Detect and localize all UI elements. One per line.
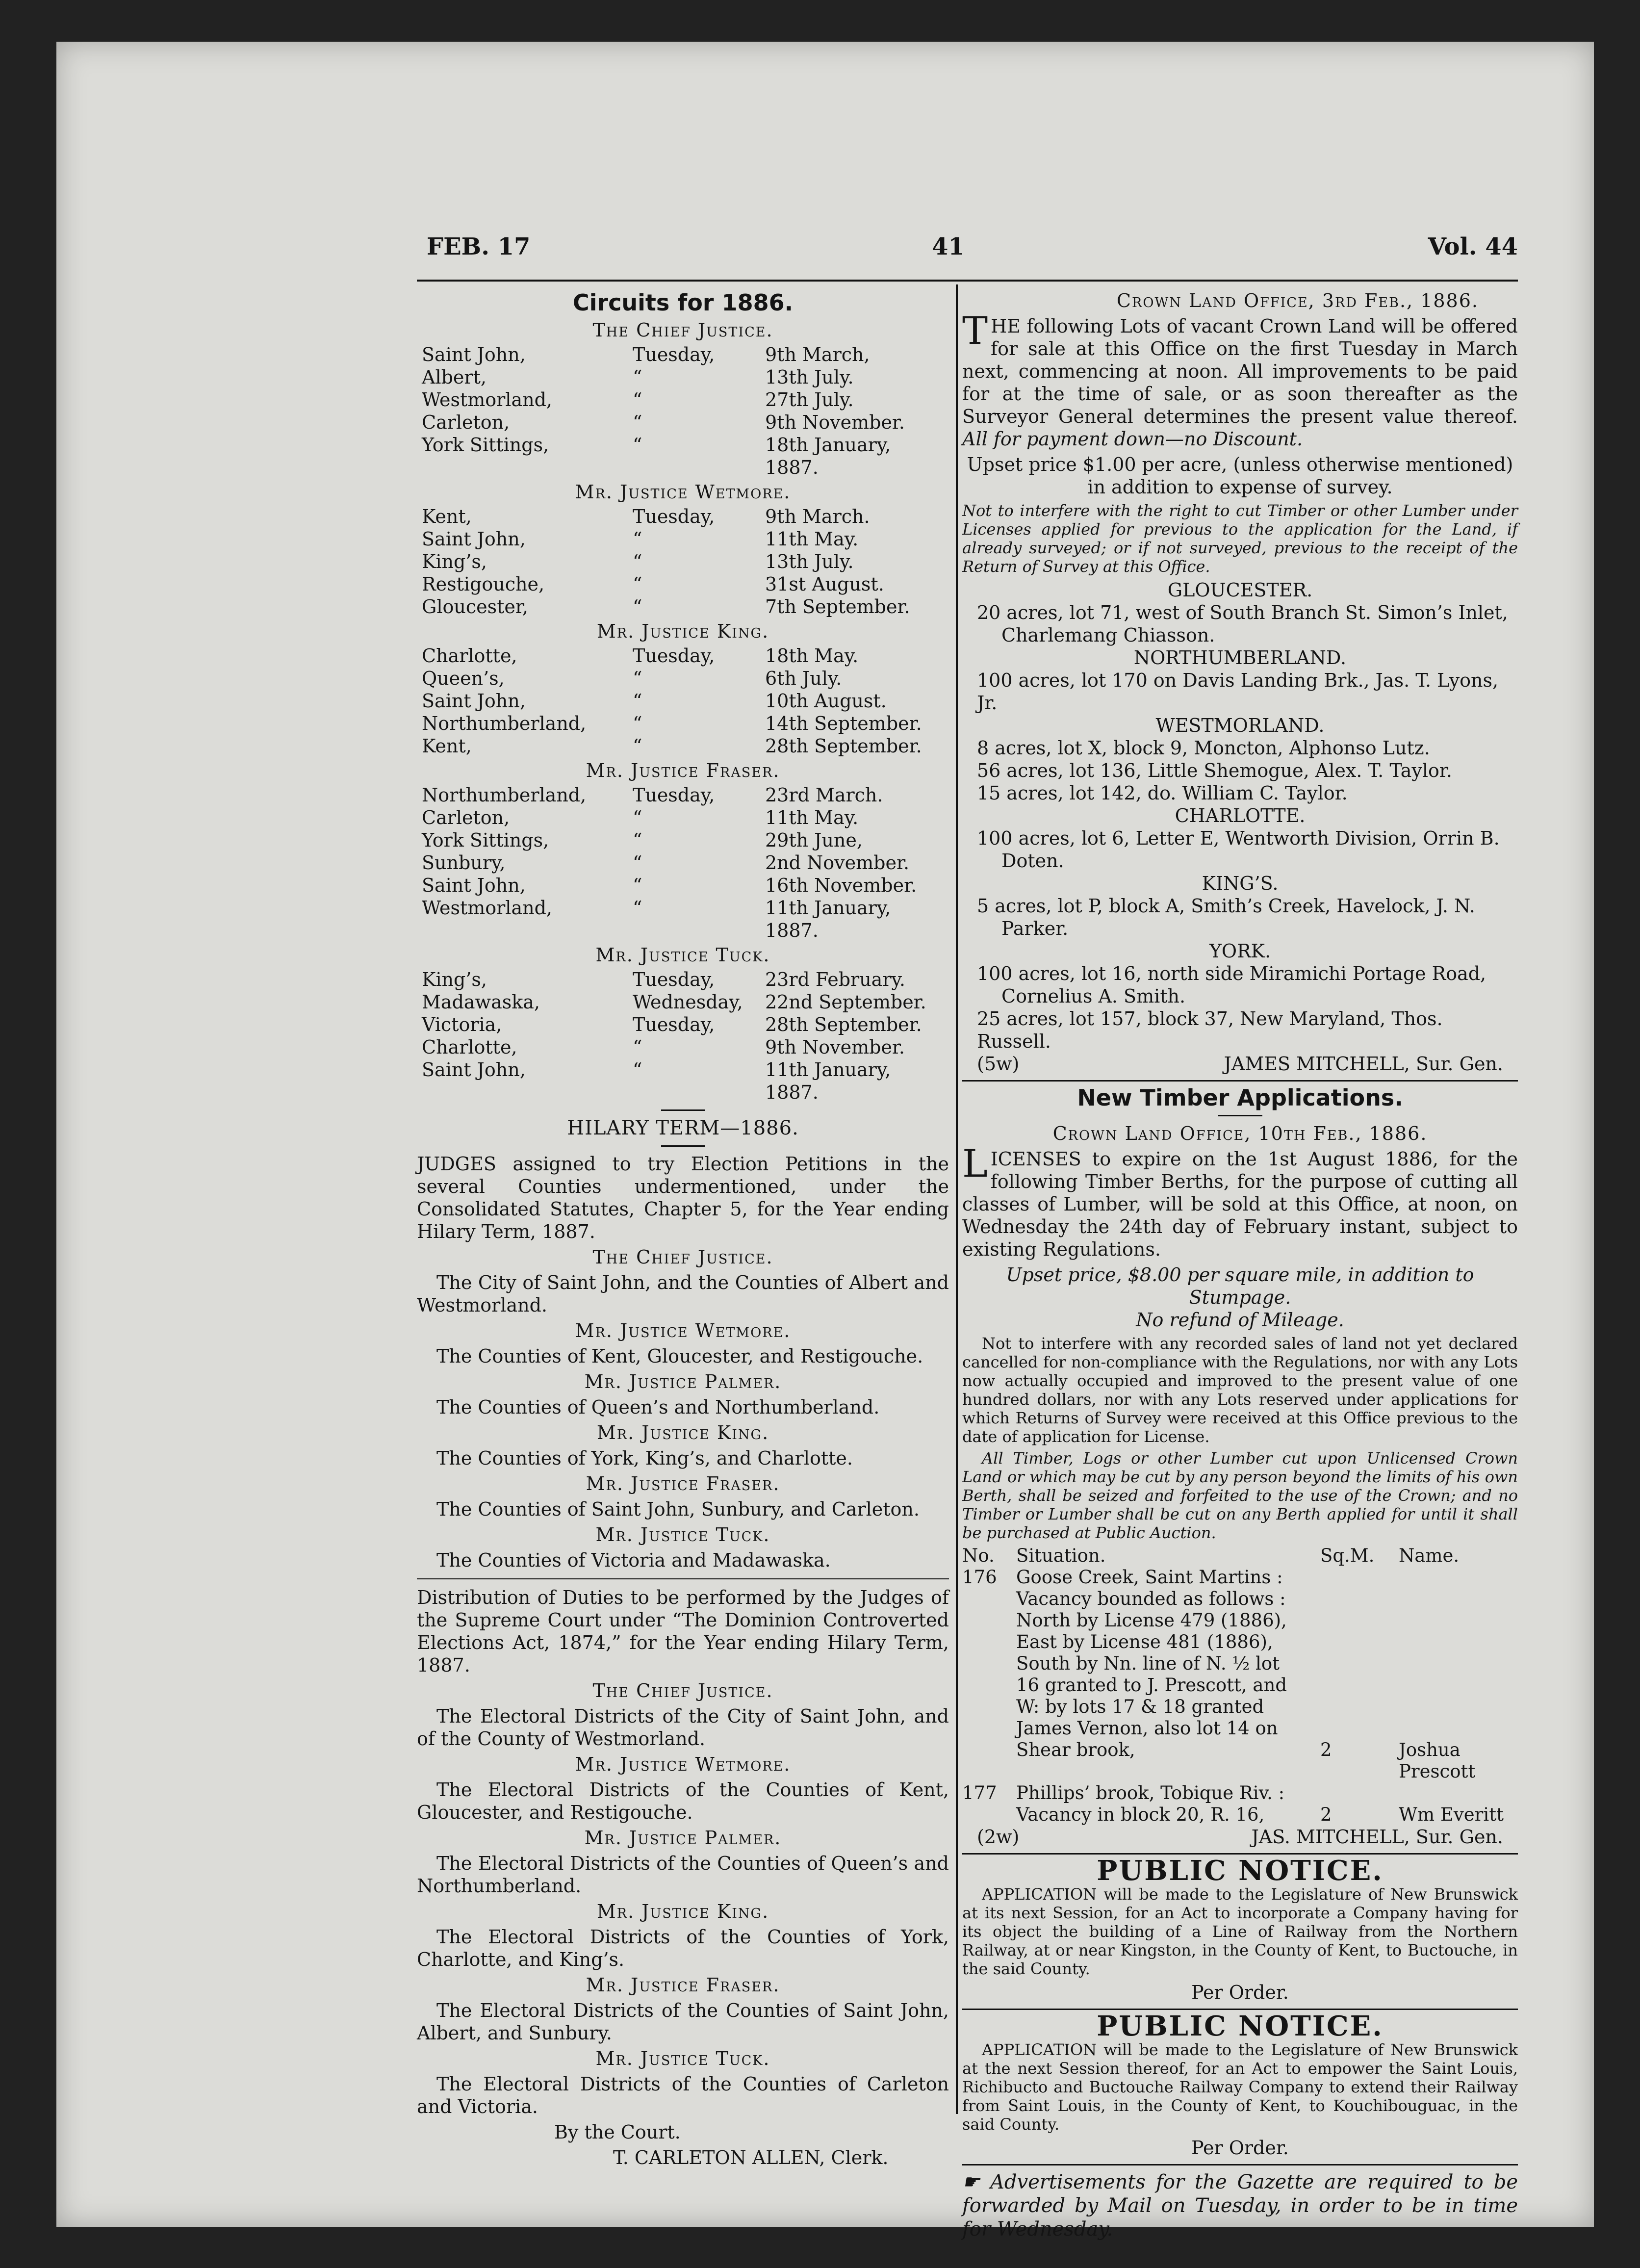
circuit-county: Carleton, — [422, 807, 510, 828]
table-cell: 2 — [1320, 1739, 1332, 1760]
section-divider — [661, 1145, 705, 1147]
circuit-day: “ — [633, 551, 642, 572]
circuit-day: “ — [633, 596, 642, 618]
signature-line — [962, 1053, 1518, 1075]
public-notice-title: PUBLIC NOTICE. — [1097, 1855, 1384, 1887]
table-cell: W: by lots 17 & 18 granted — [1016, 1696, 1264, 1717]
circuit-row — [417, 1058, 949, 1104]
crown-land-notice — [962, 309, 1518, 450]
table-cell — [1320, 1653, 1399, 1675]
circuit-county: Carleton, — [422, 412, 510, 433]
judge-heading: Mr. Justice King. — [596, 1901, 769, 1922]
circuit-day: “ — [633, 1036, 642, 1058]
judge-heading: Mr. Justice King. — [596, 1422, 769, 1443]
circuits-list — [417, 319, 949, 1104]
assignment-text: The Counties of Kent, Gloucester, and Restigouche. — [436, 1345, 923, 1367]
circuit-county: Northumberland, — [422, 784, 587, 806]
lot-entry: 8 acres, lot X, block 9, Moncton, Alphonso Lutz. — [977, 737, 1430, 759]
circuit-day: Wednesday, — [633, 991, 743, 1013]
table-cell: Vacancy in block 20, R. 16, — [1016, 1804, 1265, 1825]
section-divider — [962, 2164, 1518, 2165]
by-court: By the Court. — [554, 2121, 681, 2143]
judge-heading: Mr. Justice Wetmore. — [575, 481, 791, 503]
circuit-county: Saint John, — [422, 690, 526, 712]
judge-heading: Mr. Justice Palmer. — [584, 1827, 782, 1849]
distribution-text: The Electoral Districts of the Counties of Carleton and Victoria. — [417, 2073, 949, 2117]
circuit-county: King’s, — [422, 551, 487, 572]
crown-land-body: HE following Lots of vacant Crown Land will be offered for sale at this Office on the first Tuesday in March next, commencing at noon. All improvements to be paid for at the time of sale, or as soon thereafter as the Surveyor General determines the present value thereof. — [962, 315, 1518, 427]
hilary-assignments — [417, 1246, 949, 1572]
lot-entry: 100 acres, lot 170 on Davis Landing Brk., Jas. T. Lyons, Jr. — [977, 670, 1499, 714]
insertion-mark-2: (2w) — [977, 1826, 1020, 1848]
circuit-date: 9th November. — [765, 1036, 905, 1058]
licenses-body: ICENSES to expire on the 1st August 1886, for the following Timber Berths, for the purpose of cutting all classes of Lumber, will be sold at this Office, at noon, on Wednesday the 24th day of February instant, subject to existing Regulations. — [962, 1148, 1518, 1260]
circuit-date: 31st August. — [765, 573, 884, 595]
surveyor-signature: JAMES MITCHELL, Sur. Gen. — [1224, 1053, 1503, 1075]
table-cell — [1399, 1696, 1512, 1718]
circuit-day: “ — [633, 875, 642, 896]
circuit-county: Gloucester, — [422, 596, 528, 618]
timber-berth-table — [962, 1545, 1518, 1826]
judge-heading: Mr. Justice Wetmore. — [575, 1320, 791, 1341]
circuit-row — [417, 343, 949, 366]
title-underline — [1218, 1115, 1262, 1116]
judge-heading: Mr. Justice Palmer. — [584, 1371, 782, 1392]
circuit-date: 10th August. — [765, 690, 887, 712]
county-lots — [962, 579, 1518, 1053]
circuit-county: Queen’s, — [422, 668, 505, 689]
county-heading: WESTMORLAND. — [1155, 715, 1325, 736]
county-heading: GLOUCESTER. — [1167, 579, 1313, 601]
public-notice-body: APPLICATION will be made to the Legislature of New Brunswick at its next Session, for an Act to incorporate a Company having for its object the building of a Line of Railway from the Northern Railway, at or near Kingston, in the County of Kent, to Buctouche, in the said County. — [962, 1885, 1518, 1978]
page-content — [417, 228, 1518, 2241]
unlicensed-timber-note: All Timber, Logs or other Lumber cut upon Unlicensed Crown Land or which may be cut by any person beyond the limits of his own Berth, shall be seized and forfeited to the use of the Crown; and no Timber or Lumber shall be cut on any Berth applied for until it shall be purchased at Public Auction. — [962, 1449, 1518, 1542]
circuit-day: “ — [633, 434, 642, 456]
circuit-date: 11th January, 1887. — [765, 897, 891, 941]
section-divider — [661, 1109, 705, 1111]
circuit-day: “ — [633, 735, 642, 757]
advert-note-text: Advertisements for the Gazette are required to be forwarded by Mail on Tuesday, in order to be in time for Wednesday. — [962, 2171, 1518, 2241]
table-cell: 176 — [962, 1567, 997, 1588]
lot-entry-cont: Doten. — [1001, 850, 1064, 872]
table-cell — [1399, 1567, 1512, 1588]
upset-price-line-2: in addition to expense of survey. — [1087, 476, 1393, 498]
circuit-date: 29th June, — [765, 829, 863, 851]
judge-heading: Mr. Justice King. — [596, 620, 769, 642]
timber-rights-note: Not to interfere with the right to cut Timber or other Lumber under Licenses applied for previous to the application for the Land, if already surveyed; or if not surveyed, previous to the receipt of the Return of Survey at this Office. — [962, 501, 1518, 576]
table-cell — [1399, 1653, 1512, 1675]
table-header: Situation. — [1016, 1545, 1106, 1566]
lot-entry-cont: Parker. — [1001, 918, 1069, 939]
crown-office-dateline: Crown Land Office, 3rd Feb., 1886. — [1116, 290, 1479, 311]
circuit-county: Victoria, — [422, 1014, 502, 1035]
circuit-day: Tuesday, — [633, 784, 715, 806]
circuit-date: 27th July. — [765, 389, 854, 411]
circuit-county: York Sittings, — [422, 434, 549, 456]
table-cell: Goose Creek, Saint Martins : — [1016, 1567, 1283, 1588]
table-cell — [962, 1718, 1016, 1739]
table-cell — [1320, 1718, 1399, 1739]
circuit-county: Madawaska, — [422, 991, 540, 1013]
distribution-text: The Electoral Districts of the Counties of Kent, Gloucester, and Restigouche. — [417, 1779, 949, 1823]
county-heading: CHARLOTTE. — [1175, 805, 1306, 826]
circuit-row — [417, 667, 949, 690]
circuit-county: Sunbury, — [422, 852, 506, 874]
circuit-row — [417, 1036, 949, 1058]
table-header: No. — [962, 1545, 995, 1566]
circuit-date: 16th November. — [765, 875, 917, 896]
circuit-row — [417, 784, 949, 806]
distribution-intro: Distribution of Duties to be performed by the Judges of the Supreme Court under “The Dominion Controverted Elections Act, 1874,” for the Year ending Hilary Term, 1887. — [417, 1587, 949, 1676]
circuit-row — [417, 1013, 949, 1036]
judge-heading: Mr. Justice Wetmore. — [575, 1753, 791, 1775]
judge-heading: Mr. Justice Tuck. — [595, 944, 770, 966]
circuit-county: King’s, — [422, 969, 487, 990]
drop-cap-2: L — [962, 1142, 988, 1186]
circuit-day: “ — [633, 713, 642, 734]
circuit-county: York Sittings, — [422, 829, 549, 851]
table-cell — [1320, 1675, 1399, 1696]
circuit-row — [417, 897, 949, 942]
table-cell — [1320, 1631, 1399, 1653]
table-header: Name. — [1399, 1545, 1460, 1566]
circuit-row — [417, 874, 949, 897]
table-cell — [1399, 1782, 1512, 1804]
table-cell — [1320, 1588, 1399, 1610]
circuit-row — [417, 735, 949, 757]
judge-heading: Mr. Justice Fraser. — [586, 1473, 780, 1495]
lot-entry: 100 acres, lot 6, Letter E, Wentworth Division, Orrin B. — [977, 827, 1500, 849]
lot-entry-cont: Charlemang Chiasson. — [1001, 624, 1215, 646]
table-cell — [1399, 1588, 1512, 1610]
circuit-day: “ — [633, 389, 642, 411]
distribution-list — [417, 1679, 949, 2118]
circuit-row — [417, 806, 949, 829]
judge-heading: The Chief Justice. — [592, 1680, 773, 1701]
right-column — [962, 289, 1518, 2244]
circuit-day: Tuesday, — [633, 645, 715, 667]
table-cell: James Vernon, also lot 14 on — [1016, 1718, 1278, 1739]
circuit-day: Tuesday, — [633, 344, 715, 365]
table-cell — [962, 1696, 1016, 1718]
hilary-intro: JUDGES assigned to try Election Petitions in the several Counties undermentioned, under the Consolidated Statutes, Chapter 5, for the Year ending Hilary Term, 1887. — [417, 1153, 949, 1242]
circuit-day: “ — [633, 897, 642, 919]
table-cell — [962, 1610, 1016, 1631]
clerk-signature: T. CARLETON ALLEN, Clerk. — [613, 2147, 889, 2168]
circuit-county: Northumberland, — [422, 713, 587, 734]
lot-entry: 56 acres, lot 136, Little Shemogue, Alex. T. Taylor. — [977, 760, 1452, 781]
table-cell: 16 granted to J. Prescott, and — [1016, 1675, 1287, 1696]
judge-heading: Mr. Justice Tuck. — [595, 1524, 770, 1546]
table-cell: Joshua Prescott — [1399, 1739, 1476, 1782]
distribution-text: The Electoral Districts of the Counties of York, Charlotte, and King’s. — [417, 1926, 949, 1970]
circuit-date: 18th May. — [765, 645, 859, 667]
surveyor-signature-2: JAS. MITCHELL, Sur. Gen. — [1251, 1826, 1503, 1848]
county-heading: KING’S. — [1202, 873, 1279, 894]
judge-heading: Mr. Justice Fraser. — [586, 760, 780, 781]
distribution-text: The Electoral Districts of the Counties of Queen’s and Northumberland. — [417, 1853, 949, 1897]
column-rule — [956, 284, 958, 2114]
circuit-date: 9th March. — [765, 506, 870, 527]
circuit-date: 11th May. — [765, 528, 859, 550]
circuit-row — [417, 851, 949, 874]
table-cell — [1399, 1610, 1512, 1631]
recorded-sales-note: Not to interfere with any recorded sales of land not yet declared cancelled for non-compliance with the Regulations, nor with any Lots now actually occupied and improved to the present value of one hundred dollars, nor with any Lots reserved under applications for which Returns of Survey were received at this Office previous to the date of application for License. — [962, 1334, 1518, 1446]
signature-line-2 — [962, 1826, 1518, 1848]
issue-date: FEB. 17 — [427, 233, 531, 260]
upset-price-timber: Upset price, $8.00 per square mile, in addition to Stumpage. — [1006, 1264, 1474, 1308]
table-cell — [962, 1588, 1016, 1610]
circuit-day: “ — [633, 412, 642, 433]
table-cell — [962, 1631, 1016, 1653]
lot-entry: 15 acres, lot 142, do. William C. Taylor. — [977, 782, 1348, 804]
per-order: Per Order. — [1191, 1982, 1289, 2003]
circuit-day: “ — [633, 829, 642, 851]
circuit-row — [417, 690, 949, 712]
mileage-note: No refund of Mileage. — [1136, 1309, 1344, 1331]
circuit-date: 28th September. — [765, 1014, 922, 1035]
insertion-mark: (5w) — [977, 1053, 1020, 1075]
table-cell — [1399, 1675, 1512, 1696]
circuit-county: Albert, — [422, 366, 487, 388]
table-cell — [962, 1675, 1016, 1696]
gazette-advert-note — [962, 2170, 1518, 2241]
table-cell — [962, 1739, 1016, 1782]
circuit-county: Saint John, — [422, 344, 526, 365]
circuit-date: 22nd September. — [765, 991, 926, 1013]
assignment-text: The Counties of York, King’s, and Charlotte. — [436, 1447, 853, 1469]
circuit-date: 14th September. — [765, 713, 922, 734]
judge-heading: Mr. Justice Fraser. — [586, 1974, 780, 1996]
judge-heading: Mr. Justice Tuck. — [595, 2048, 770, 2069]
payment-note: All for payment down—no Discount. — [962, 428, 1303, 450]
circuit-row — [417, 528, 949, 550]
table-cell: Vacancy bounded as follows : — [1016, 1588, 1286, 1609]
circuit-date: 2nd November. — [765, 852, 910, 874]
circuit-county: Saint John, — [422, 1059, 526, 1081]
circuit-date: 13th July. — [765, 551, 854, 572]
circuit-date: 28th September. — [765, 735, 922, 757]
volume-number: Vol. 44 — [1428, 233, 1518, 260]
licenses-notice — [962, 1142, 1518, 1261]
pointing-hand-icon: ☛ — [962, 2171, 980, 2193]
circuit-county: Westmorland, — [422, 897, 552, 919]
assignment-text: The Counties of Victoria and Madawaska. — [436, 1549, 831, 1571]
table-cell: Wm Everitt — [1399, 1804, 1504, 1825]
circuit-county: Kent, — [422, 506, 472, 527]
circuit-row — [417, 595, 949, 618]
table-cell — [1320, 1567, 1399, 1588]
circuit-row — [417, 573, 949, 595]
lot-entry: 25 acres, lot 157, block 37, New Maryland, Thos. Russell. — [977, 1008, 1443, 1052]
circuit-day: “ — [633, 690, 642, 712]
circuit-day: “ — [633, 852, 642, 874]
circuit-county: Westmorland, — [422, 389, 552, 411]
table-cell: East by License 481 (1886), — [1016, 1631, 1273, 1652]
section-divider — [962, 1080, 1518, 1082]
circuit-date: 7th September. — [765, 596, 910, 618]
circuit-row — [417, 366, 949, 388]
assignment-text: The Counties of Queen’s and Northumberland. — [436, 1396, 880, 1418]
circuit-date: 23rd March. — [765, 784, 883, 806]
crown-office-dateline-2: Crown Land Office, 10th Feb., 1886. — [1052, 1123, 1428, 1144]
header-rule — [417, 280, 1518, 282]
circuit-date: 11th May. — [765, 807, 859, 828]
table-header: Sq.M. — [1320, 1545, 1375, 1566]
table-cell — [1320, 1782, 1399, 1804]
circuit-row — [417, 550, 949, 573]
circuit-day: “ — [633, 573, 642, 595]
circuit-day: Tuesday, — [633, 969, 715, 990]
circuit-row — [417, 411, 949, 434]
table-cell — [1399, 1718, 1512, 1739]
hilary-title: HILARY TERM—1886. — [567, 1117, 799, 1139]
circuit-row — [417, 434, 949, 479]
section-divider — [417, 1578, 949, 1579]
judge-heading: The Chief Justice. — [592, 1246, 773, 1268]
gazette-page — [56, 42, 1594, 2241]
circuit-row — [417, 388, 949, 411]
public-notice-body-2: APPLICATION will be made to the Legislature of New Brunswick at the next Session thereof, for an Act to empower the Saint Louis, Richibucto and Buctouche Railway Company to extend their Railway from Saint Louis, in the County of Kent, to Kouchibouguac, in the said County. — [962, 2040, 1518, 2134]
distribution-text: The Electoral Districts of the Counties of Saint John, Albert, and Sunbury. — [417, 2000, 949, 2044]
table-cell — [1320, 1696, 1399, 1718]
table-cell: Shear brook, — [1016, 1739, 1135, 1760]
distribution-text: The Electoral Districts of the City of Saint John, and of the County of Westmorland. — [417, 1705, 949, 1750]
table-cell: 177 — [962, 1782, 997, 1804]
assignment-text: The Counties of Saint John, Sunbury, and Carleton. — [436, 1498, 920, 1520]
judge-heading: The Chief Justice. — [592, 319, 773, 341]
county-heading: YORK. — [1209, 940, 1271, 962]
lot-entry: 5 acres, lot P, block A, Smith’s Creek, Havelock, J. N. — [977, 895, 1475, 917]
circuit-date: 11th January, 1887. — [765, 1059, 891, 1103]
circuit-county: Restigouche, — [422, 573, 545, 595]
circuit-county: Saint John, — [422, 528, 526, 550]
county-heading: NORTHUMBERLAND. — [1133, 647, 1347, 669]
upset-price-line: Upset price $1.00 per acre, (unless otherwise mentioned) — [967, 454, 1513, 475]
circuit-day: “ — [633, 1059, 642, 1081]
circuit-date: 6th July. — [765, 668, 842, 689]
circuit-row — [417, 829, 949, 851]
circuit-county: Saint John, — [422, 875, 526, 896]
table-cell: South by Nn. line of N. ½ lot — [1016, 1653, 1280, 1674]
circuit-date: 9th November. — [765, 412, 905, 433]
circuit-day: “ — [633, 366, 642, 388]
circuit-date: 13th July. — [765, 366, 854, 388]
circuit-day: Tuesday, — [633, 506, 715, 527]
circuit-date: 18th January, 1887. — [765, 434, 891, 478]
left-column — [417, 289, 949, 2169]
table-cell: North by License 479 (1886), — [1016, 1610, 1287, 1631]
circuit-row — [417, 968, 949, 991]
timber-title: New Timber Applications. — [1077, 1084, 1403, 1111]
table-cell — [1399, 1631, 1512, 1653]
drop-cap: T — [962, 309, 988, 353]
circuit-day: “ — [633, 807, 642, 828]
circuit-day: Tuesday, — [633, 1014, 715, 1035]
circuit-county: Charlotte, — [422, 1036, 517, 1058]
circuit-date: 9th March, — [765, 344, 870, 365]
circuit-date: 23rd February. — [765, 969, 905, 990]
per-order-2: Per Order. — [1191, 2137, 1289, 2159]
table-cell — [1320, 1610, 1399, 1631]
lot-entry: 20 acres, lot 71, west of South Branch St. Simon’s Inlet, — [977, 602, 1508, 623]
page-number: 41 — [932, 233, 965, 260]
table-cell: 2 — [1320, 1804, 1332, 1825]
circuit-day: “ — [633, 668, 642, 689]
table-cell: Phillips’ brook, Tobique Riv. : — [1016, 1782, 1285, 1804]
public-notice-title-2: PUBLIC NOTICE. — [1097, 2010, 1384, 2042]
circuit-row — [417, 712, 949, 735]
circuit-row — [417, 505, 949, 528]
lot-entry: 100 acres, lot 16, north side Miramichi Portage Road, — [977, 963, 1486, 984]
page-header — [417, 228, 1518, 267]
circuit-county: Kent, — [422, 735, 472, 757]
circuit-row — [417, 991, 949, 1013]
table-cell — [962, 1804, 1016, 1826]
assignment-text: The City of Saint John, and the Counties of Albert and Westmorland. — [417, 1272, 949, 1316]
circuit-row — [417, 644, 949, 667]
lot-entry-cont: Cornelius A. Smith. — [1001, 985, 1186, 1007]
circuit-county: Charlotte, — [422, 645, 517, 667]
circuits-title: Circuits for 1886. — [572, 289, 794, 316]
table-cell — [962, 1653, 1016, 1675]
circuit-day: “ — [633, 528, 642, 550]
